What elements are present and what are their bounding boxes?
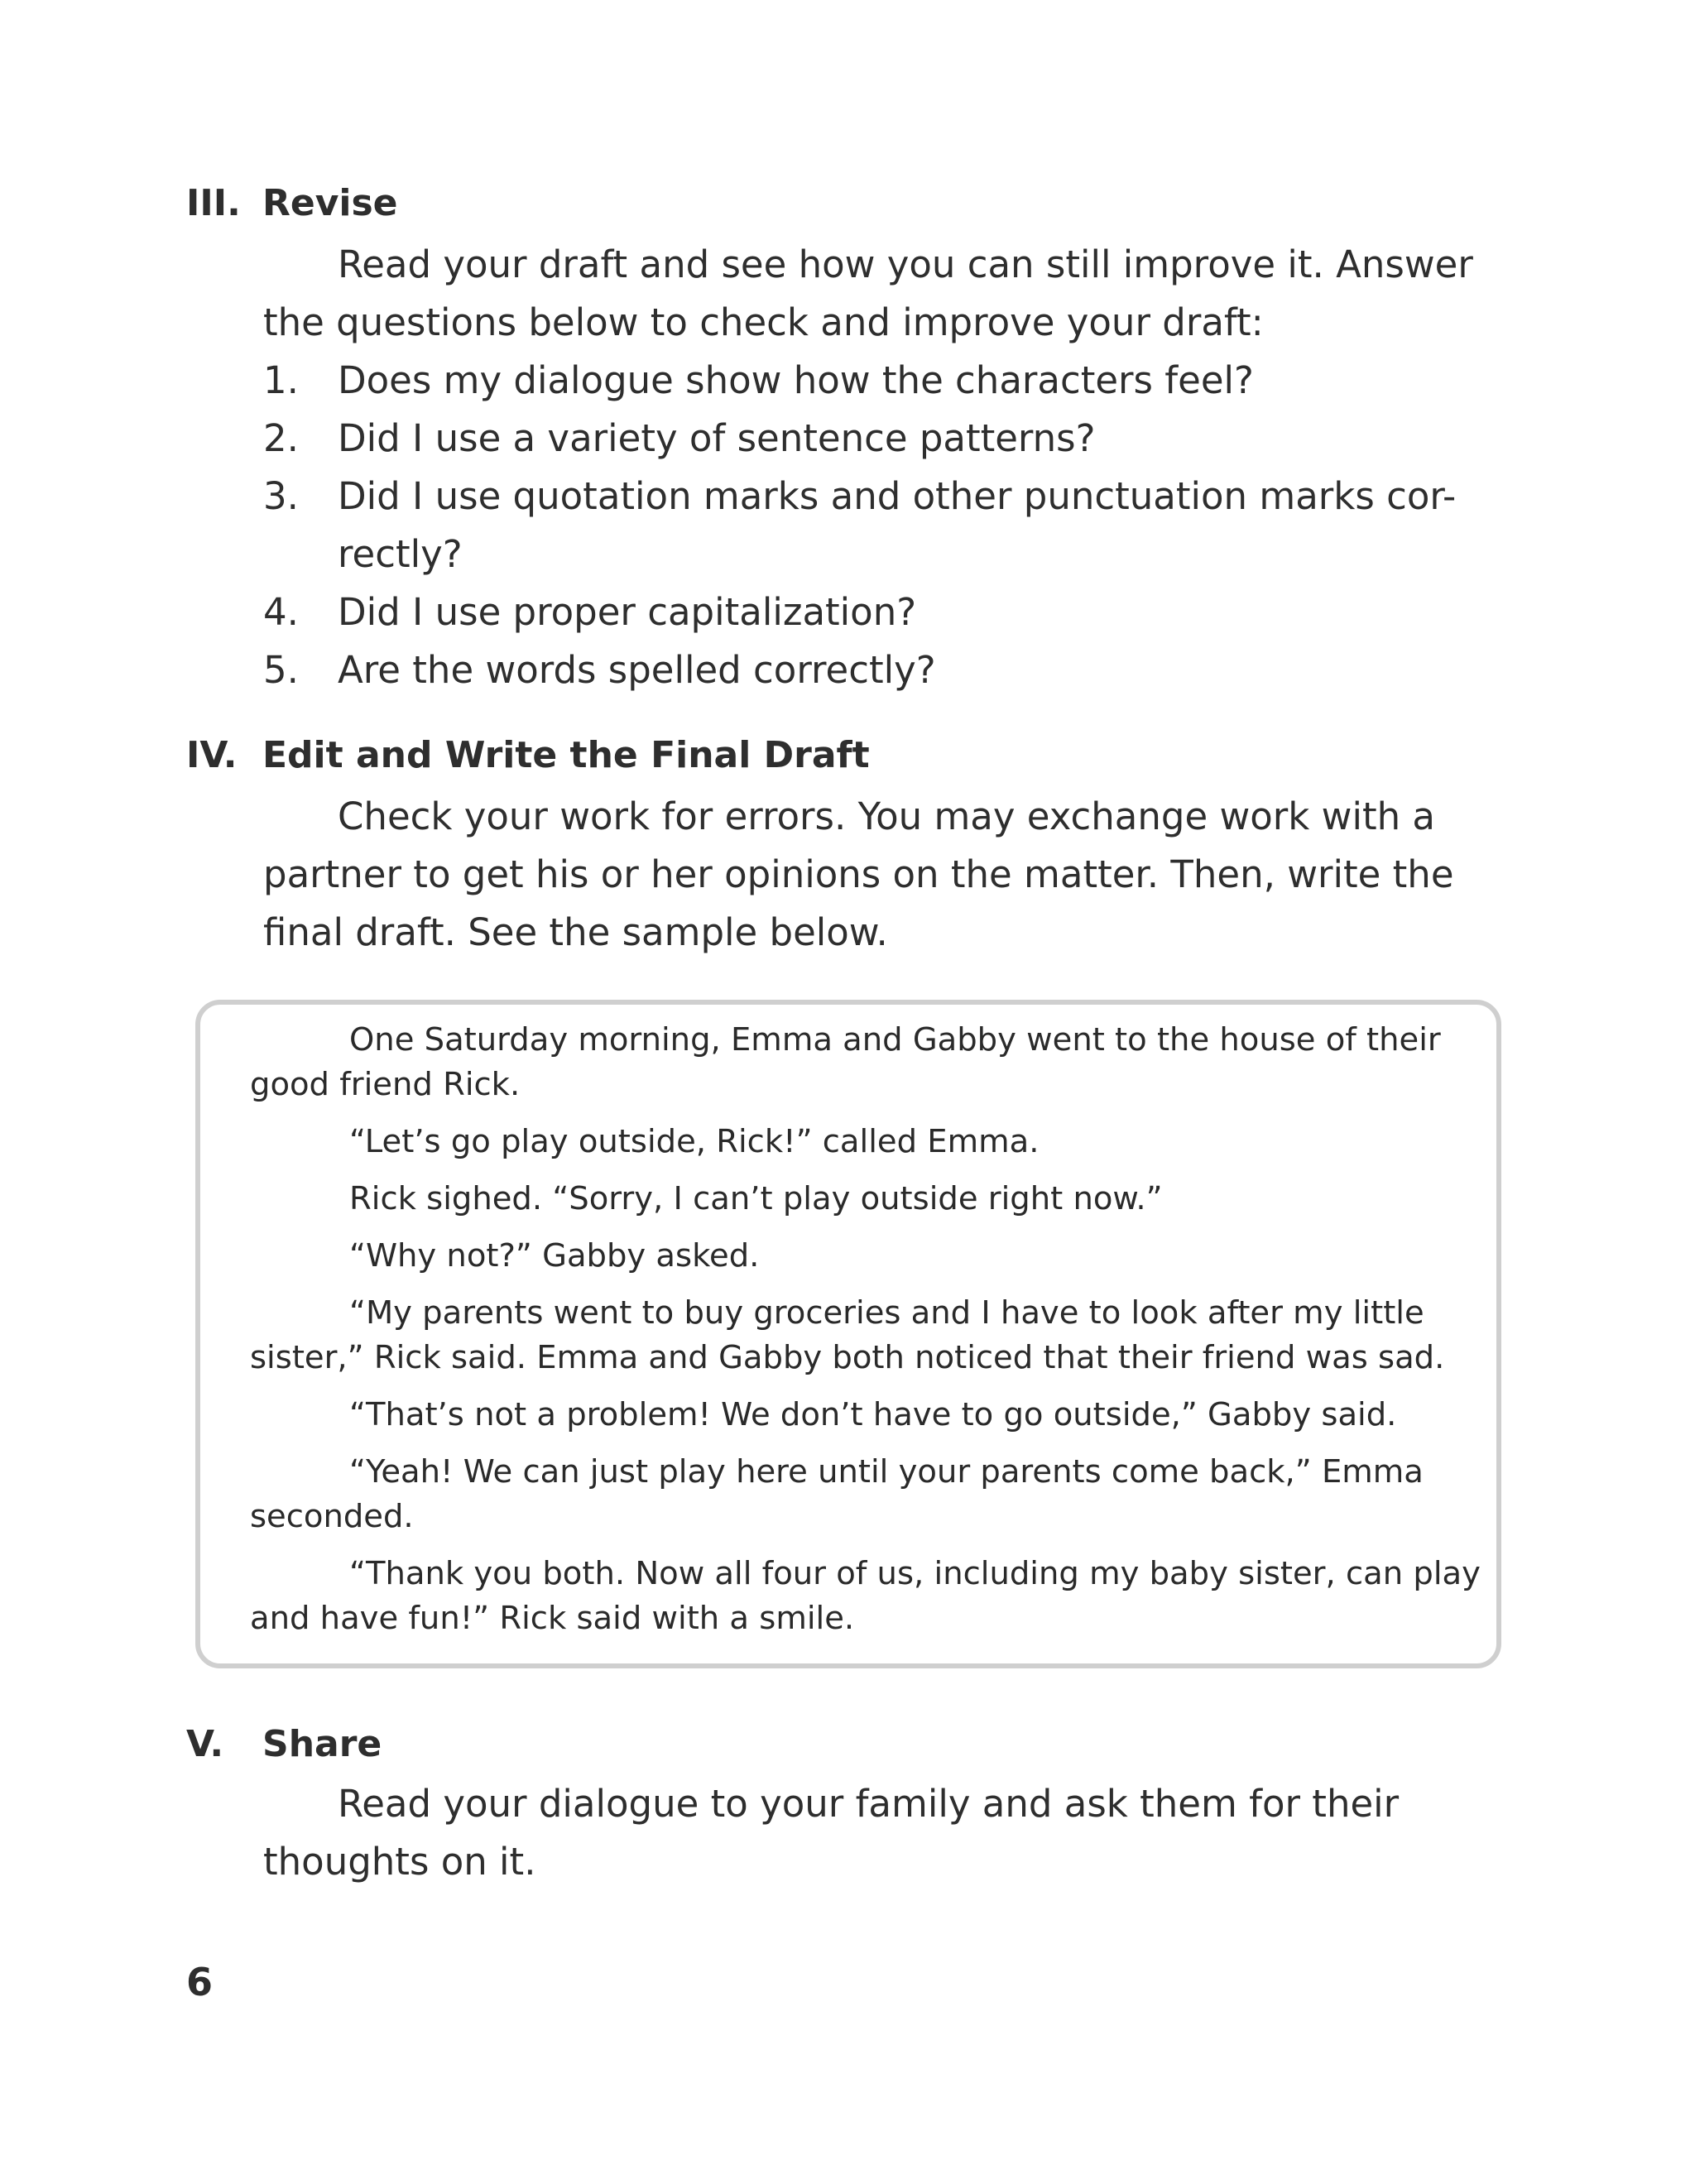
edit-intro <box>263 788 1488 962</box>
revise-intro-text: Read your draft and see how you can still improve it. Answer the questions below to check and improve your draft: <box>263 242 1473 344</box>
question-number: 1. <box>263 358 299 402</box>
share-intro <box>263 1775 1488 1891</box>
question-number: 5. <box>263 648 299 692</box>
section-title: Revise <box>262 182 398 224</box>
question-text: Does my dialogue show how the characters feel? <box>338 358 1254 402</box>
question-number: 3. <box>263 474 299 518</box>
section-heading-edit <box>186 732 870 779</box>
list-item <box>263 641 1488 699</box>
list-item <box>263 583 1488 641</box>
sample-paragraph: “Thank you both. Now all four of us, including my baby sister, can play and have fun!” Rick said with a smile. <box>250 1555 1481 1637</box>
section-number: IV. <box>186 734 238 776</box>
edit-intro-text: Check your work for errors. You may exchange work with a partner to get his or her opinions on the matter. Then, write the final draft. See the sample below. <box>263 794 1454 954</box>
sample-paragraph: “That’s not a problem! We don’t have to go outside,” Gabby said. <box>349 1396 1397 1433</box>
page-number: 6 <box>186 1960 214 2004</box>
question-text: Are the words spelled correctly? <box>338 648 936 692</box>
section-title: Share <box>262 1723 382 1765</box>
list-item <box>263 468 1488 583</box>
section-heading-revise <box>186 180 398 227</box>
sample-paragraph: “My parents went to buy groceries and I have to look after my little sister,” Rick said. Emma and Gabby both noticed that their friend was sad. <box>250 1294 1445 1376</box>
question-number: 4. <box>263 590 299 634</box>
question-text: Did I use a variety of sentence patterns? <box>338 416 1096 460</box>
section-title: Edit and Write the Final Draft <box>262 734 870 776</box>
sample-paragraph: “Let’s go play outside, Rick!” called Emma. <box>349 1123 1040 1160</box>
sample-paragraph: “Why not?” Gabby asked. <box>349 1237 760 1274</box>
sample-paragraph: “Yeah! We can just play here until your parents come back,” Emma seconded. <box>250 1453 1424 1535</box>
question-number: 2. <box>263 416 299 460</box>
share-intro-text: Read your dialogue to your family and ask them for their thoughts on it. <box>263 1782 1400 1884</box>
sample-paragraph: One Saturday morning, Emma and Gabby went to the house of their good friend Rick. <box>250 1021 1441 1103</box>
sample-dialogue-text <box>250 1018 1483 1654</box>
question-text: Did I use quotation marks and other punctuation marks cor-rectly? <box>338 474 1457 576</box>
list-item <box>263 410 1488 468</box>
section-heading-share <box>186 1721 382 1768</box>
section-number: III. <box>186 182 241 224</box>
revise-question-list <box>263 352 1488 699</box>
sample-paragraph: Rick sighed. “Sorry, I can’t play outside right now.” <box>349 1180 1163 1217</box>
revise-intro <box>263 236 1488 352</box>
section-number: V. <box>186 1723 224 1765</box>
sample-dialogue-box <box>195 1000 1501 1668</box>
list-item <box>263 352 1488 410</box>
question-text: Did I use proper capitalization? <box>338 590 917 634</box>
